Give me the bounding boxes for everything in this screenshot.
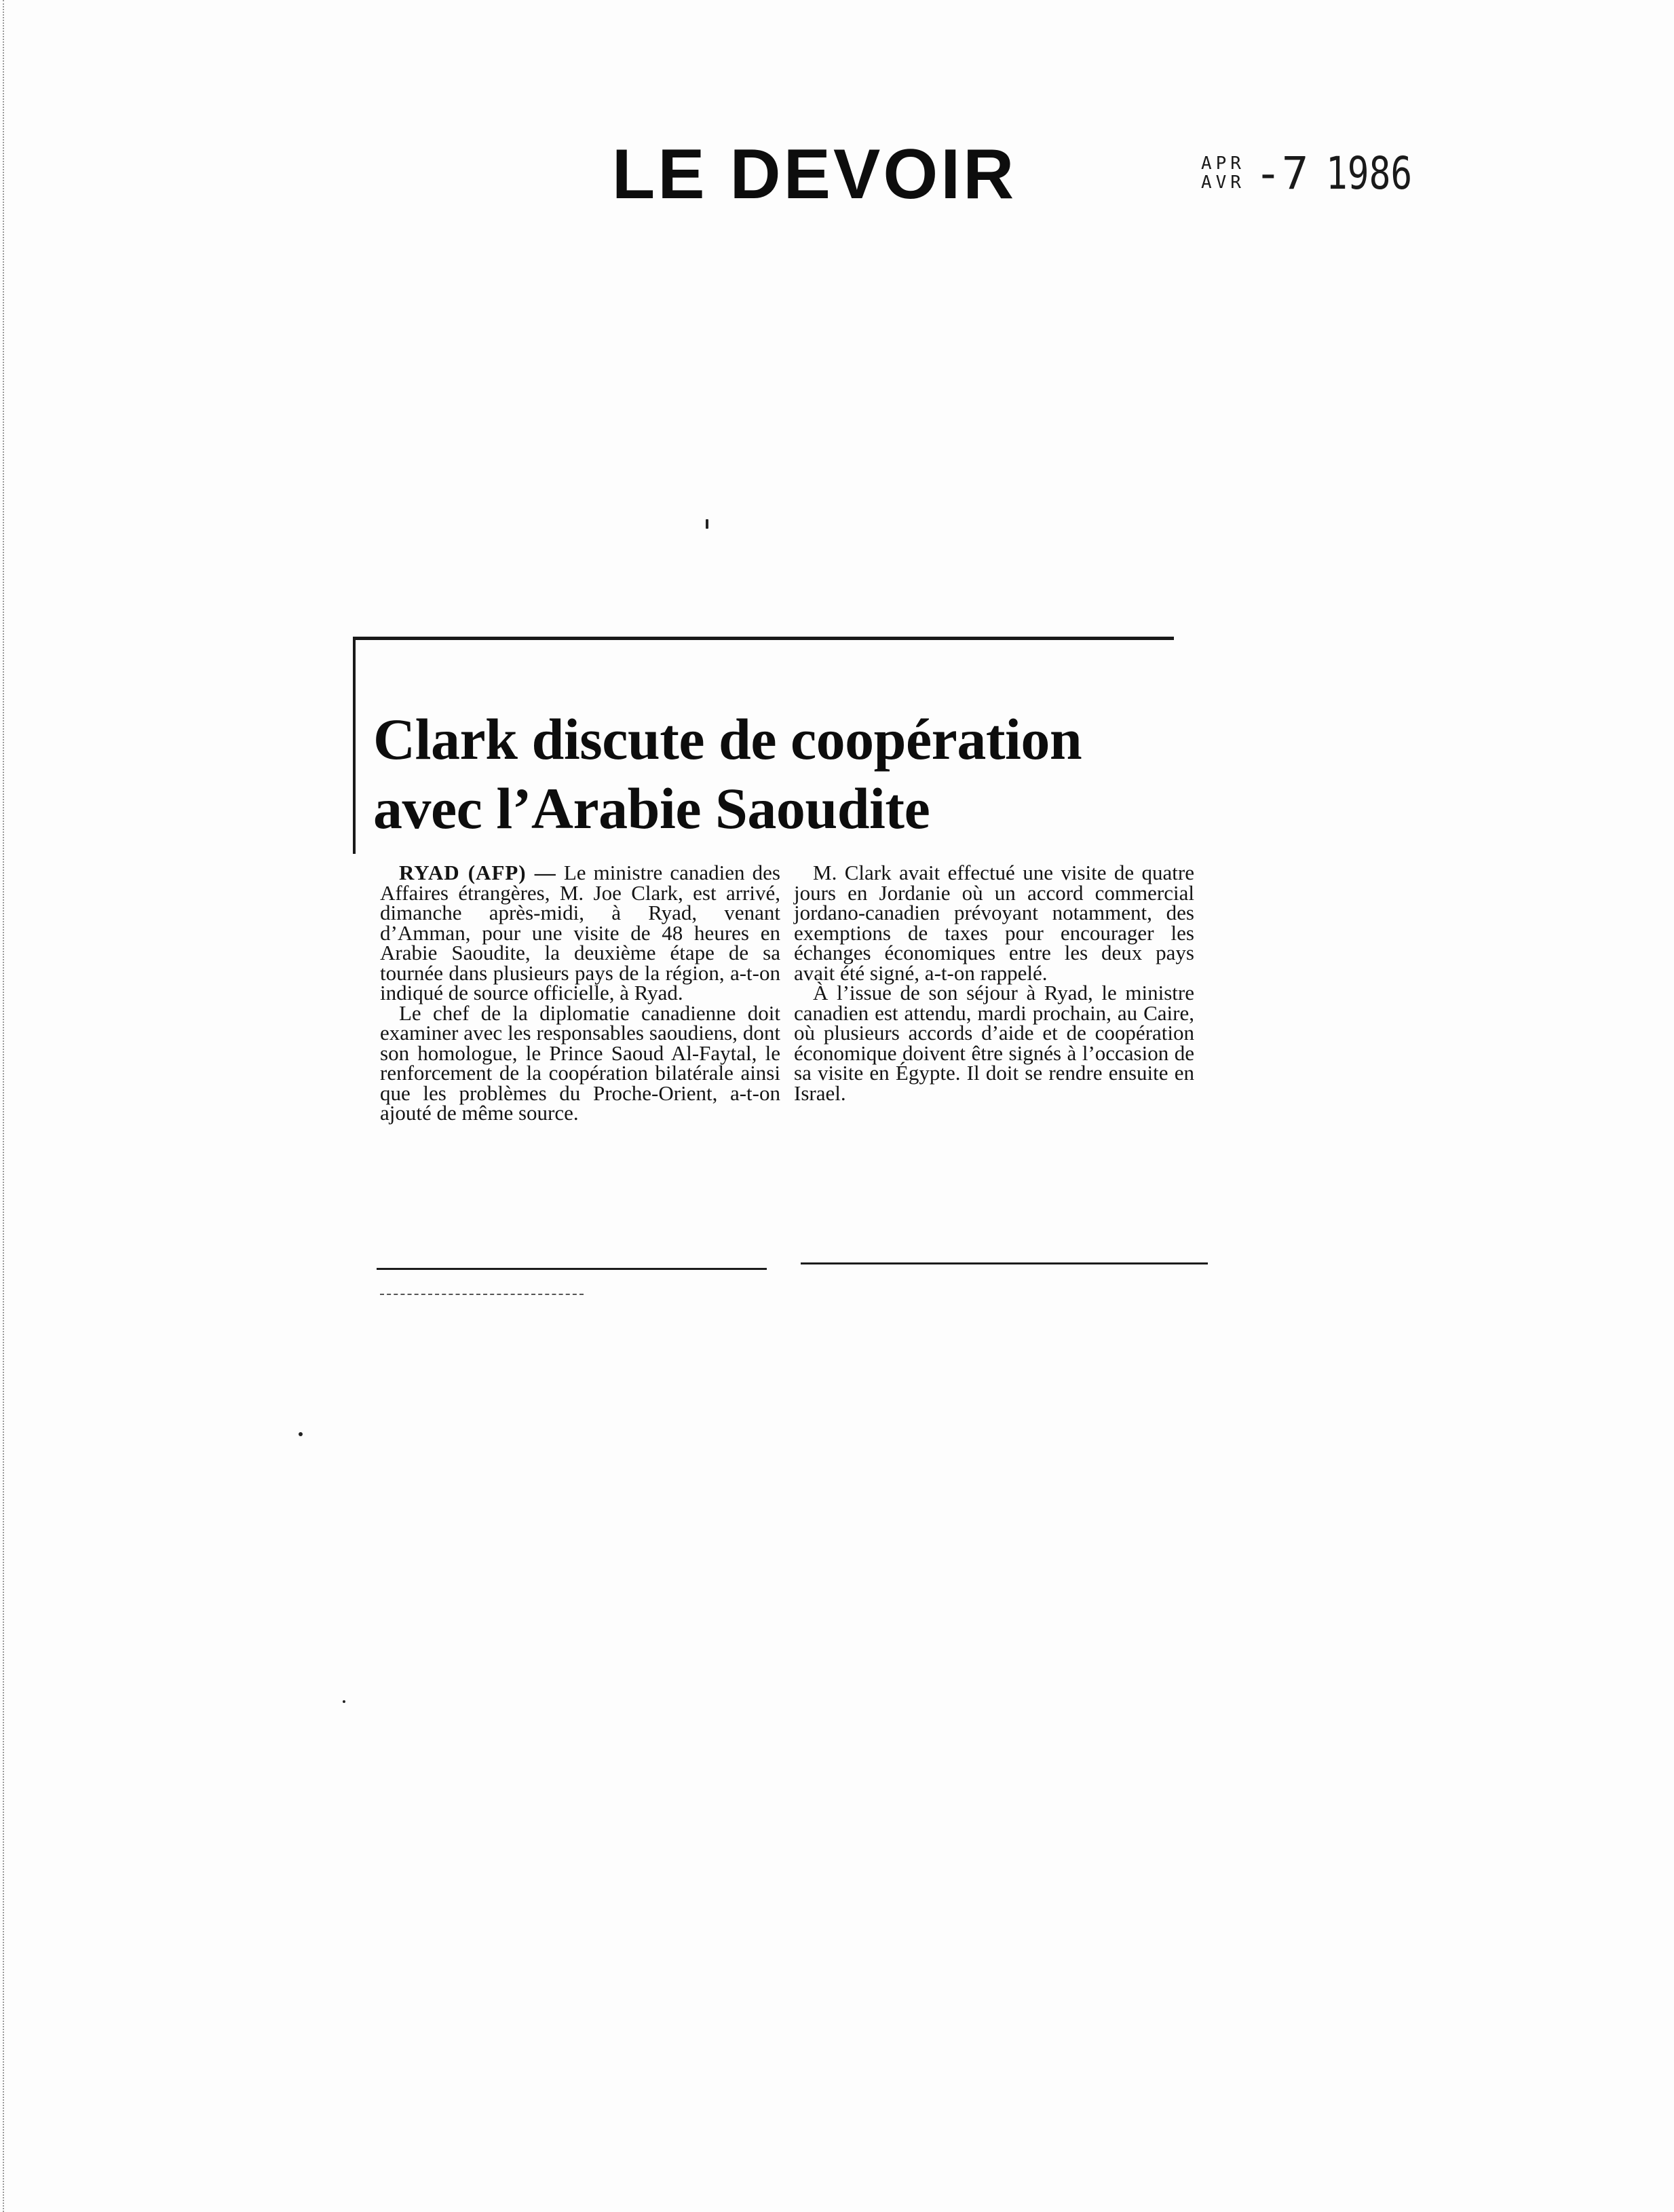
article-paragraph: [380, 863, 780, 1003]
scan-speck: [706, 519, 708, 529]
article-paragraph-text: Le ministre canadien des Affaires étrangères, M. Joe Clark, est arrivé, dimanche après-midi, à Ryad, venant d’Amman, pour une visite de 48 heures en Arabie Saoudite, la deuxième étape de sa tournée dans plusieurs pays de la région, a-t-on indiqué de source officielle, à Ryad.: [380, 861, 780, 1005]
date-stamp-year: 1986: [1326, 147, 1413, 200]
article-paragraph: Le chef de la diplomatie canadienne doit examiner avec les responsables saoudiens, dont son homologue, le Prince Saoud Al-Faytal, le renforcement de la coopération bilatérale ainsi que les problèmes du Proche-Orient, a-t-on ajouté de même source.: [380, 1000, 780, 1125]
month-french: AVR: [1201, 172, 1245, 193]
article-column-1: [380, 863, 780, 1123]
article-headline: Clark discute de coopération avec l’Arabie Saoudite: [373, 707, 1082, 841]
article-dateline: RYAD (AFP) —: [399, 861, 556, 884]
date-stamp-months: [1201, 154, 1245, 192]
month-english: APR: [1201, 153, 1245, 174]
column-1-bottom-rule: [377, 1268, 767, 1270]
clipping-left-rule: [353, 637, 356, 854]
date-stamp: [1201, 146, 1434, 200]
clipping-top-rule: [353, 637, 1174, 640]
column-2-bottom-rule: [801, 1262, 1208, 1264]
article-column-2: [794, 863, 1194, 1103]
scan-speck: [299, 1432, 303, 1436]
article-paragraph: M. Clark avait effectué une visite de quatre jours en Jordanie où un accord commercial jordano-canadien prévoyant notamment, des exemptions de taxes pour encourager les échanges économiques entre les deux pays avait été signé, a-t-on rappelé.: [794, 861, 1194, 985]
article-paragraph: À l’issue de son séjour à Ryad, le ministre canadien est attendu, mardi prochain, au Caire, où plusieurs accords d’aide et de coopération économique doivent être signés à l’occasion de sa visite en Égypte. Il doit se rendre ensuite en Israel.: [794, 981, 1194, 1105]
newspaper-masthead: LE DEVOIR: [611, 135, 1017, 214]
newspaper-clipping: [353, 637, 1194, 1329]
clipping-cut-line: [380, 1294, 584, 1295]
scan-speck: [343, 1700, 345, 1703]
date-stamp-day: -7: [1254, 147, 1309, 200]
scan-edge: [3, 0, 5, 2212]
